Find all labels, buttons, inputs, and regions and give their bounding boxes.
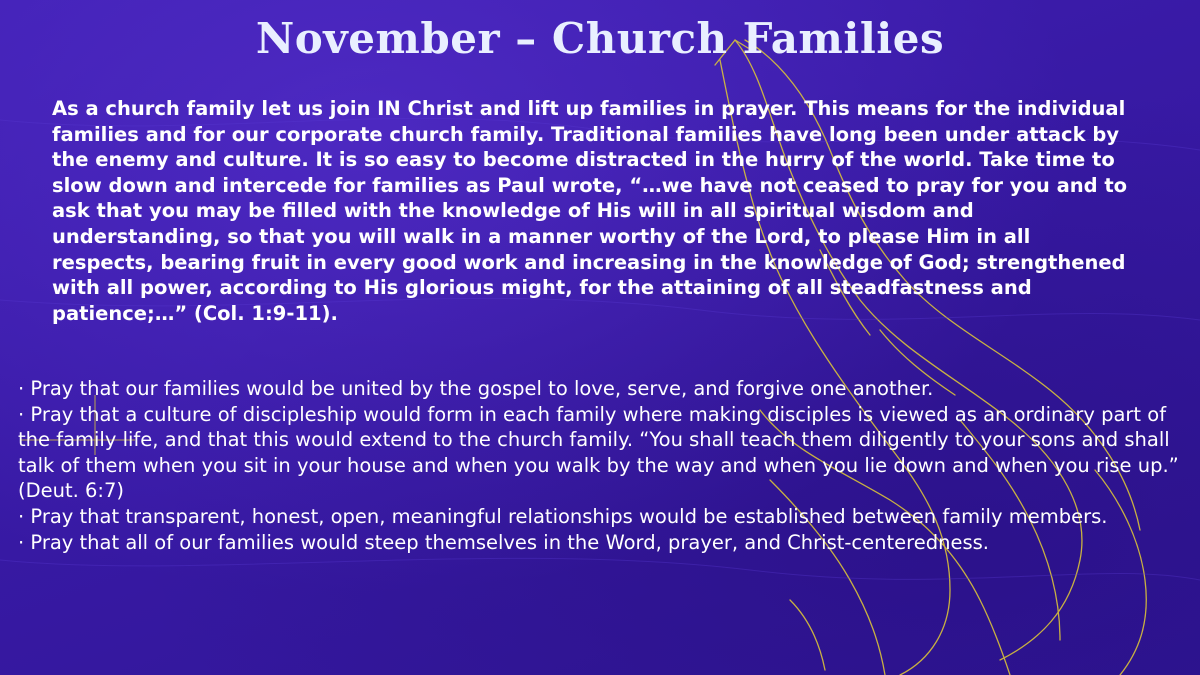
prayer-list [18,376,1188,555]
intro-paragraph: As a church family let us join IN Christ and lift up families in prayer. This means for the individual families and for our corporate church family. Traditional families have long been under attack by the enemy and culture. It is so easy to become distracted in the hurry of the world. Take time to slow down and intercede for families as Paul wrote, “…we have not ceased to pray for you and to ask that you may be filled with the knowledge of His will in all spiritual wisdom and understanding, so that you will walk in a manner worthy of the Lord, to please Him in all respects, bearing fruit in every good work and increasing in the knowledge of God; strengthened with all power, according to His glorious might, for the attaining of all steadfastness and patience;…” (Col. 1:9-11). [52,97,1128,325]
page-title: November – Church Families [255,14,945,63]
prayer-item: · Pray that transparent, honest, open, meaningful relationships would be established between family members. [18,504,1108,528]
prayer-item: · Pray that a culture of discipleship would form in each family where making disciples is viewed as an ordinary part of the family life, and that this would extend to the church family. “You shall teach them diligently to your sons and shall talk of them when you sit in your house and when you walk by the way and when you lie down and when you rise up.” (Deut. 6:7) [18,402,1179,503]
prayer-item: · Pray that our families would be united by the gospel to love, serve, and forgive one another. [18,377,934,400]
prayer-item: · Pray that all of our families would steep themselves in the Word, prayer, and Christ-centeredness. [18,530,989,554]
